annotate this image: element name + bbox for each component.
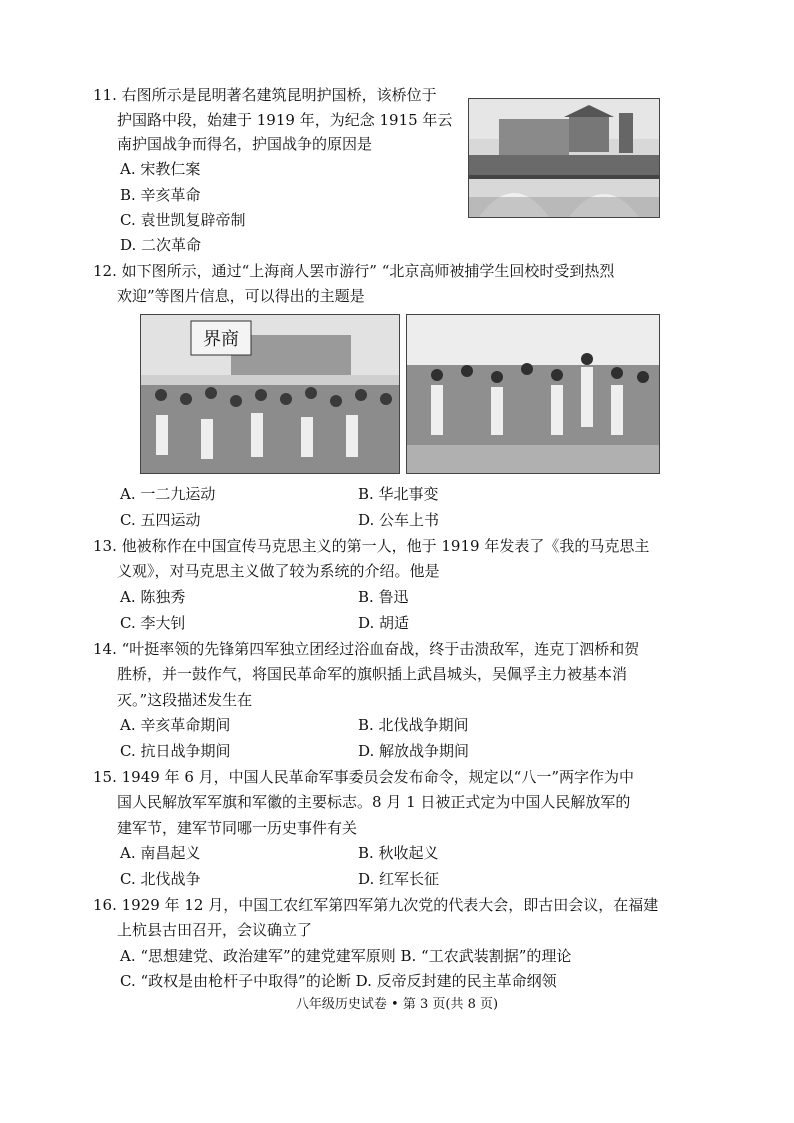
- q13-stem-line-2: 义观》，对马克思主义做了较为系统的介绍。他是: [117, 562, 440, 580]
- page-footer: 八年级历史试卷 • 第 3 页(共 8 页): [295, 997, 499, 1012]
- q12-stem-line-2: 欢迎”等图片信息，可以得出的主题是: [117, 287, 365, 305]
- beijing-students-welcome-photo: [406, 314, 660, 474]
- q11-stem-line-3: 南护国战争而得名，护国战争的原因是: [117, 135, 373, 153]
- q15-stem-line-1: 15. 1949 年 6 月，中国人民革命军事委员会发布命令，规定以“八一”两字作为中: [93, 768, 634, 786]
- q11-option-d[interactable]: D. 二次革命: [120, 236, 202, 254]
- q11-stem-line-2: 护国路中段，始建于 1919 年，为纪念 1915 年云: [117, 111, 453, 129]
- q15-option-b[interactable]: B. 秋收起义: [358, 844, 439, 862]
- q13-option-a[interactable]: A. 陈独秀: [120, 588, 186, 606]
- q14-option-b[interactable]: B. 北伐战争期间: [358, 716, 469, 734]
- q11-option-a[interactable]: A. 宋教仁案: [120, 160, 201, 178]
- shanghai-merchants-strike-photo: [140, 314, 400, 474]
- shop-sign-text: 界商: [203, 329, 239, 350]
- q14-option-d[interactable]: D. 解放战争期间: [358, 742, 470, 760]
- kunming-huguo-bridge-photo: [468, 98, 660, 218]
- q16-stem-line-1: 16. 1929 年 12 月，中国工农红军第四军第九次党的代表大会，即古田会议，在福建: [93, 896, 659, 914]
- q14-option-c[interactable]: C. 抗日战争期间: [120, 742, 231, 760]
- q13-option-b[interactable]: B. 鲁迅: [358, 588, 409, 606]
- q12-option-d[interactable]: D. 公车上书: [358, 511, 440, 529]
- q14-stem-line-3: 灭。”这段描述发生在: [117, 691, 253, 709]
- q13-option-c[interactable]: C. 李大钊: [120, 614, 186, 632]
- q15-option-c[interactable]: C. 北伐战争: [120, 870, 201, 888]
- q12-option-c[interactable]: C. 五四运动: [120, 511, 201, 529]
- q16-stem-line-2: 上杭县古田召开，会议确立了: [117, 921, 313, 939]
- q14-stem-line-2: 胜桥，并一鼓作气，将国民革命军的旗帜插上武昌城头，吴佩孚主力被基本消: [117, 665, 628, 683]
- q11-stem-line-1: 11. 右图所示是昆明著名建筑昆明护国桥，该桥位于: [93, 86, 437, 104]
- q15-option-d[interactable]: D. 红军长征: [358, 870, 440, 888]
- q15-stem-line-3: 建军节，建军节同哪一历史事件有关: [117, 819, 358, 837]
- q15-stem-line-2: 国人民解放军军旗和军徽的主要标志。8 月 1 日被正式定为中国人民解放军的: [117, 793, 631, 811]
- q13-stem-line-1: 13. 他被称作在中国宣传马克思主义的第一人，他于 1919 年发表了《我的马克思主: [93, 537, 650, 555]
- q16-options-row-2[interactable]: C. “政权是由枪杆子中取得”的论断 D. 反帝反封建的民主革命纲领: [120, 972, 557, 990]
- q14-option-a[interactable]: A. 辛亥革命期间: [120, 716, 231, 734]
- q12-stem-line-1: 12. 如下图所示，通过“上海商人罢市游行” “北京高师被捕学生回校时受到热烈: [93, 262, 615, 280]
- q16-options-row-1[interactable]: A. “思想建党、政治建军”的建党建军原则 B. “工农武装割据”的理论: [120, 947, 572, 965]
- q14-stem-line-1: 14. “叶挺率领的先锋第四军独立团经过浴血奋战，终于击溃敌军，连克丁泗桥和贺: [93, 640, 640, 658]
- q11-option-c[interactable]: C. 袁世凯复辟帝制: [120, 211, 246, 229]
- q12-option-b[interactable]: B. 华北事变: [358, 485, 439, 503]
- q12-option-a[interactable]: A. 一二九运动: [120, 485, 216, 503]
- q15-option-a[interactable]: A. 南昌起义: [120, 844, 201, 862]
- q11-option-b[interactable]: B. 辛亥革命: [120, 186, 201, 204]
- q13-option-d[interactable]: D. 胡适: [358, 614, 410, 632]
